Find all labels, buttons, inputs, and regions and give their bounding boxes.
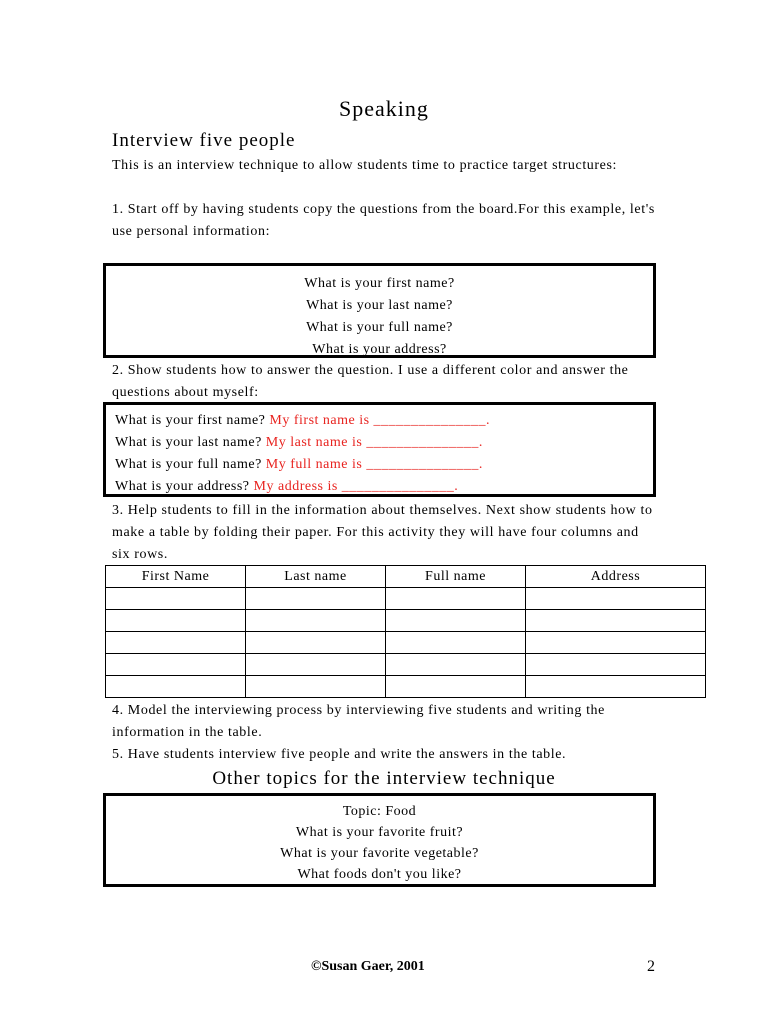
answer-line	[115, 432, 653, 454]
table-cell	[106, 610, 246, 632]
table-cell	[106, 632, 246, 654]
copyright-footer: ©Susan Gaer, 2001	[311, 959, 425, 974]
table-row	[106, 610, 706, 632]
step-2-text: 2. Show students how to answer the question. I use a different color and answer the questions about myself:	[112, 363, 629, 400]
answer-question: What is your first name?	[115, 413, 266, 428]
table-cell	[386, 654, 526, 676]
section-subtitle: Interview five people	[112, 130, 296, 151]
step-3-text: 3. Help students to fill in the information about themselves. Next show students how to make a table by folding their paper. For this activity they will have four columns and six rows.	[112, 503, 653, 562]
answers-box	[103, 402, 656, 497]
table-cell	[246, 676, 386, 698]
questions-box	[103, 263, 656, 358]
answer-text: My address is _______________.	[253, 479, 459, 494]
table-row	[106, 632, 706, 654]
table-body	[106, 588, 706, 698]
table-cell	[246, 654, 386, 676]
table-row	[106, 676, 706, 698]
step-5-text: 5. Have students interview five people and write the answers in the table.	[112, 747, 567, 762]
page-number: 2	[647, 958, 655, 975]
question-line: What is your address?	[312, 342, 447, 357]
answer-question: What is your full name?	[115, 457, 262, 472]
table-cell	[526, 610, 706, 632]
answer-text: My last name is _______________.	[265, 435, 483, 450]
answer-line	[115, 476, 653, 498]
step-1-text: 1. Start off by having students copy the questions from the board.For this example, let's use personal information:	[112, 202, 655, 239]
topic-line: What is your favorite fruit?	[295, 825, 464, 840]
table-cell	[246, 632, 386, 654]
column-header: Last name	[246, 566, 386, 588]
question-line: What is your last name?	[306, 298, 453, 313]
page-title: Speaking	[339, 96, 429, 121]
table-cell	[106, 588, 246, 610]
table-cell	[246, 588, 386, 610]
topic-box	[103, 793, 656, 887]
interview-table	[105, 565, 706, 698]
column-header: Address	[526, 566, 706, 588]
question-line: What is your first name?	[304, 276, 455, 291]
table-cell	[386, 610, 526, 632]
answer-question: What is your last name?	[115, 435, 262, 450]
column-header: Full name	[386, 566, 526, 588]
table-row	[106, 654, 706, 676]
table-cell	[386, 588, 526, 610]
other-topics-heading: Other topics for the interview technique	[212, 768, 556, 789]
table-cell	[526, 588, 706, 610]
table-cell	[246, 610, 386, 632]
step-4-text: 4. Model the interviewing process by interviewing five students and writing the information in the table.	[112, 703, 605, 740]
answer-text: My full name is _______________.	[265, 457, 483, 472]
table-cell	[386, 676, 526, 698]
table-cell	[526, 632, 706, 654]
topic-line: What foods don't you like?	[297, 867, 462, 882]
question-line: What is your full name?	[306, 320, 453, 335]
answer-question: What is your address?	[115, 479, 250, 494]
table-row	[106, 588, 706, 610]
table-cell	[526, 676, 706, 698]
table-header-row	[106, 566, 706, 588]
table-cell	[106, 654, 246, 676]
answer-line	[115, 454, 653, 476]
steps-4-5-text	[112, 700, 657, 766]
table-cell	[526, 654, 706, 676]
topic-line: Topic: Food	[342, 804, 417, 819]
answer-text: My first name is _______________.	[269, 413, 491, 428]
topic-line: What is your favorite vegetable?	[280, 846, 479, 861]
column-header: First Name	[106, 566, 246, 588]
table-cell	[386, 632, 526, 654]
table-cell	[106, 676, 246, 698]
intro-paragraph: This is an interview technique to allow students time to practice target structures:	[112, 158, 618, 173]
answer-line	[115, 410, 653, 432]
